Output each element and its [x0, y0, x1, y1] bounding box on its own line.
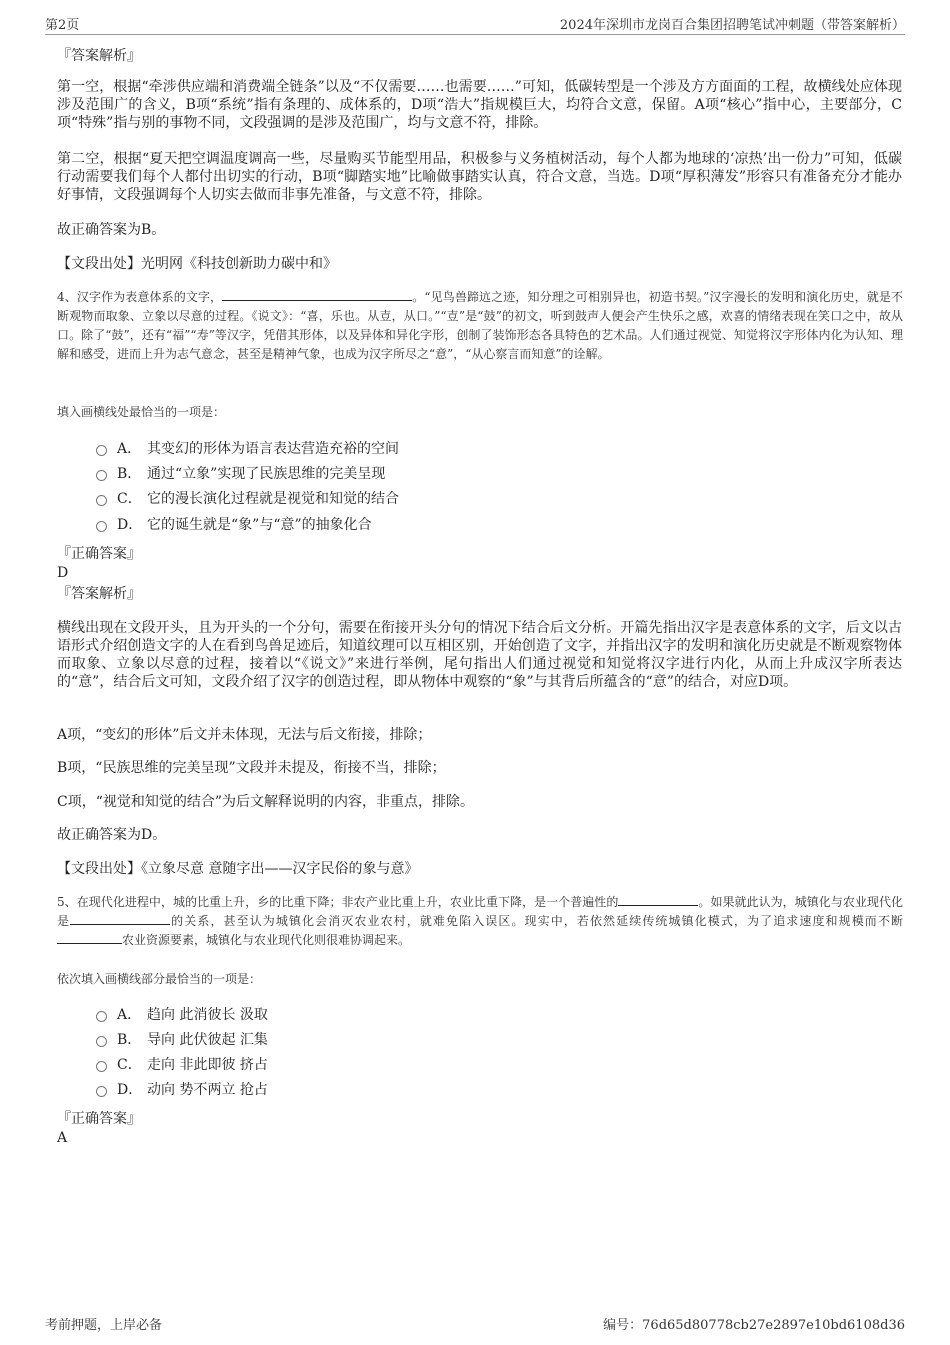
q4-conclusion: 故正确答案为D。: [57, 827, 167, 843]
document-title: 2024年深圳市龙岗百合集团招聘笔试冲刺题（带答案解析）: [559, 18, 905, 33]
q5-answer: A: [57, 1130, 68, 1146]
q4-prompt: 填入画横线处最恰当的一项是：: [57, 405, 226, 419]
radio-icon[interactable]: [96, 1061, 107, 1072]
q4-option-a[interactable]: A． 其变幻的形体为语言表达营造充裕的空间: [96, 439, 399, 459]
q5-option-b[interactable]: B． 导向 此伏彼起 汇集: [96, 1030, 268, 1050]
radio-icon[interactable]: [96, 521, 107, 532]
q3-analysis-label: 『答案解析』: [57, 48, 141, 64]
q5-answer-label: 『正确答案』: [57, 1111, 141, 1127]
q4-note-c: C项，“视觉和知觉的结合”为后文解释说明的内容，非重点，排除。: [57, 794, 475, 810]
q3-analysis-paragraph-1: 第一空，根据“牵涉供应端和消费端全链条”以及“不仅需要……也需要……”可知，低碳转型是一个涉及方方面面的工程，故横线处应体现涉及范围广的含义，B项“系统”指有条理的、成体系的，D项“浩大”指规模巨大，均符合文意，保留。A项“核心”指中心，主要部分，C项“特殊”指与别的事物不同，文段强调的是涉及范围广，均与文意不符，排除。: [57, 79, 902, 131]
radio-icon[interactable]: [96, 470, 107, 481]
q4-option-d[interactable]: D． 它的诞生就是“象”与“意”的抽象化合: [96, 515, 372, 535]
q3-source: 【文段出处】光明网《科技创新助力碳中和》: [57, 256, 337, 272]
q4-source: 【文段出处】《立象尽意 意随字出——汉字民俗的象与意》: [57, 861, 419, 877]
q5-option-d[interactable]: D． 动向 势不两立 抢占: [96, 1080, 268, 1100]
q4-analysis-label: 『答案解析』: [57, 586, 141, 602]
q4-answer: D: [57, 565, 69, 581]
q4-stem-after: 。“见鸟兽蹄迒之迹，知分理之可相别异也，初造书契。”汉字漫长的发明和演化历史，就是不断观物而取象、立象以尽意的过程。《说文》：“喜，乐也。从壴，从口。”“壴”是“鼓”的初文，听到鼓声人便会产生快乐之感，欢喜的情绪表现在笑口之中，故从口。除了“鼓”，还有“福”“寿”等汉字，凭借其形体，以及异体和异化字形，创制了装饰形态各具特色的艺术品。人们通过视觉、知觉将汉字形体内化为认知、理解和感受，进而上升为志气意念，甚至是精神气象，也成为汉字所尽之“意”，“从心察言而知意”的诠解。: [57, 290, 903, 361]
q4-note-b: B项，“民族思维的完美呈现”文段并未提及，衔接不当，排除；: [57, 760, 446, 776]
q4-note-a: A项，“变幻的形体”后文并未体现，无法与后文衔接，排除；: [57, 727, 432, 743]
q4-blank: [222, 288, 412, 301]
radio-icon[interactable]: [96, 495, 107, 506]
q5-option-c[interactable]: C． 走向 非此即彼 挤占: [96, 1055, 268, 1075]
q4-stem-before: 4、汉字作为表意体系的文字，: [57, 290, 223, 304]
q5-prompt: 依次填入画横线部分最恰当的一项是：: [57, 972, 262, 986]
q5-stem: 5、在现代化进程中，城的比重上升，乡的比重下降；非农产业比重上升，农业比重下降，是一个普遍性的 。如果就此认为，城镇化与农业现代化是 的关系，甚至认为城镇化会消灭农业农村，就难免陷入误区。现实中，若依然延续传统城镇化模式，为了追求速度和规模而不断农业资源要素，城镇化与农业现代化则很难协调起来。: [57, 895, 903, 947]
q4-option-b[interactable]: B． 通过“立象”实现了民族思维的完美呈现: [96, 464, 385, 484]
radio-icon[interactable]: [96, 1036, 107, 1047]
radio-icon[interactable]: [96, 1011, 107, 1022]
footer-slogan: 考前押题，上岸必备: [45, 1318, 163, 1333]
q4-analysis: 横线出现在文段开头，且为开头的一个分句，需要在衔接开头分句的情况下结合后文分析。开篇先指出汉字是表意体系的文字，后文以古语形式介绍创造文字的人在看到鸟兽足迹后，知道纹理可以互相区别，开始创造了文字，并指出汉字的发明和演化历史就是不断观察物体而取象、立象以尽意的过程，接着以“《说文》”来进行举例，尾句指出人们通过视觉和知觉将汉字进行内化，从而上升成汉字所表达的“意”，结合后文可知，文段介绍了汉字的创造过程，即从物体中观察的“象”与其背后所蕴含的“意”的结合，对应D项。: [57, 620, 902, 690]
radio-icon[interactable]: [96, 1086, 107, 1097]
q4-stem: [57, 288, 903, 364]
q3-analysis-paragraph-2: 第二空，根据“夏天把空调温度调高一些，尽量购买节能型用品，积极参与义务植树活动，每个人都为地球的‘凉热’出一份力”可知，低碳行动需要我们每个人都付出切实的行动，B项“脚踏实地”比喻做事踏实认真，符合文意，当选。D项“厚积薄发”形容只有准备充分才能办好事情，文段强调每个人切实去做而非事先准备，与文意不符，排除。: [57, 151, 902, 203]
q5-option-a[interactable]: A． 趋向 此消彼长 汲取: [96, 1005, 268, 1025]
radio-icon[interactable]: [96, 445, 107, 456]
page-number: 第2页: [45, 18, 80, 33]
q3-conclusion: 故正确答案为B。: [57, 222, 166, 238]
q4-answer-label: 『正确答案』: [57, 546, 141, 562]
q4-option-c[interactable]: C． 它的漫长演化过程就是视觉和知觉的结合: [96, 489, 399, 509]
q5-blank-1: [618, 893, 698, 906]
footer-id: 编号：76d65d80778cb27e2897e10bd6108d36: [603, 1318, 905, 1333]
page-header: [45, 14, 905, 35]
q5-blank-2: [70, 912, 170, 925]
q5-blank-3: [57, 931, 122, 944]
